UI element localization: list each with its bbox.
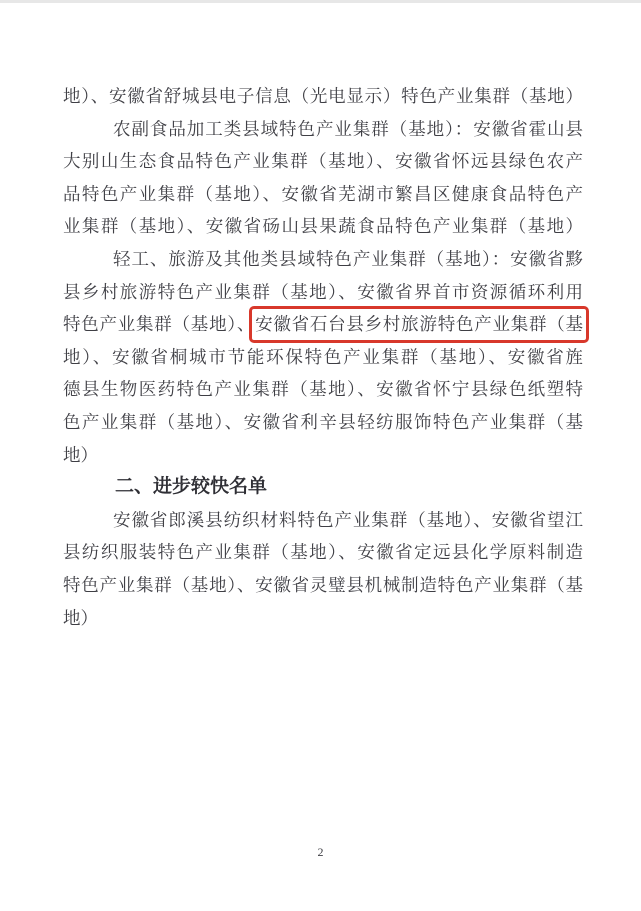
text-line: 地）、安徽省舒城县电子信息（光电显示）特色产业集群（基地） [63, 86, 583, 106]
text-line: 业集群（基地）、安徽省砀山县果蔬食品特色产业集群（基地） [63, 216, 583, 237]
text-body [63, 80, 583, 634]
text-line: 大别山生态食品特色产业集群（基地）、安徽省怀远县绿色农产 [63, 151, 583, 172]
text-line: 特色产业集群（基地）、安徽省灵璧县机械制造特色产业集群（基 [63, 574, 583, 595]
text-line: 轻工、旅游及其他类县域特色产业集群（基地）：安徽省黟 [113, 248, 583, 269]
text-line: 德县生物医药特色产业集群（基地）、安徽省怀宁县绿色纸塑特 [63, 379, 583, 400]
text-line: 地）、安徽省桐城市节能环保特色产业集群（基地）、安徽省旌 [63, 346, 583, 367]
text-line: 地） [63, 607, 98, 628]
highlight-box: 安徽省石台县乡村旅游特色产业集群（基 [249, 306, 589, 343]
text-line: 农副食品加工类县域特色产业集群（基地）：安徽省霍山县 [113, 118, 583, 139]
text-line: 县纺织服装特色产业集群（基地）、安徽省定远县化学原料制造 [63, 542, 583, 563]
page-number: 2 [317, 845, 324, 859]
line-text: 特色产业集群（基地）、 [63, 314, 256, 335]
section-heading: 二、进步较快名单 [115, 476, 268, 498]
top-edge-strip [0, 0, 641, 3]
text-line: 品特色产业集群（基地）、安徽省芜湖市繁昌区健康食品特色产 [63, 183, 583, 204]
text-line: 地） [63, 444, 98, 465]
text-line-with-highlight [63, 308, 583, 341]
text-line: 色产业集群（基地）、安徽省利辛县轻纺服饰特色产业集群（基 [63, 411, 583, 432]
text-line: 县乡村旅游特色产业集群（基地）、安徽省界首市资源循环利用 [63, 281, 583, 302]
text-line: 安徽省郎溪县纺织材料特色产业集群（基地）、安徽省望江 [113, 509, 583, 530]
